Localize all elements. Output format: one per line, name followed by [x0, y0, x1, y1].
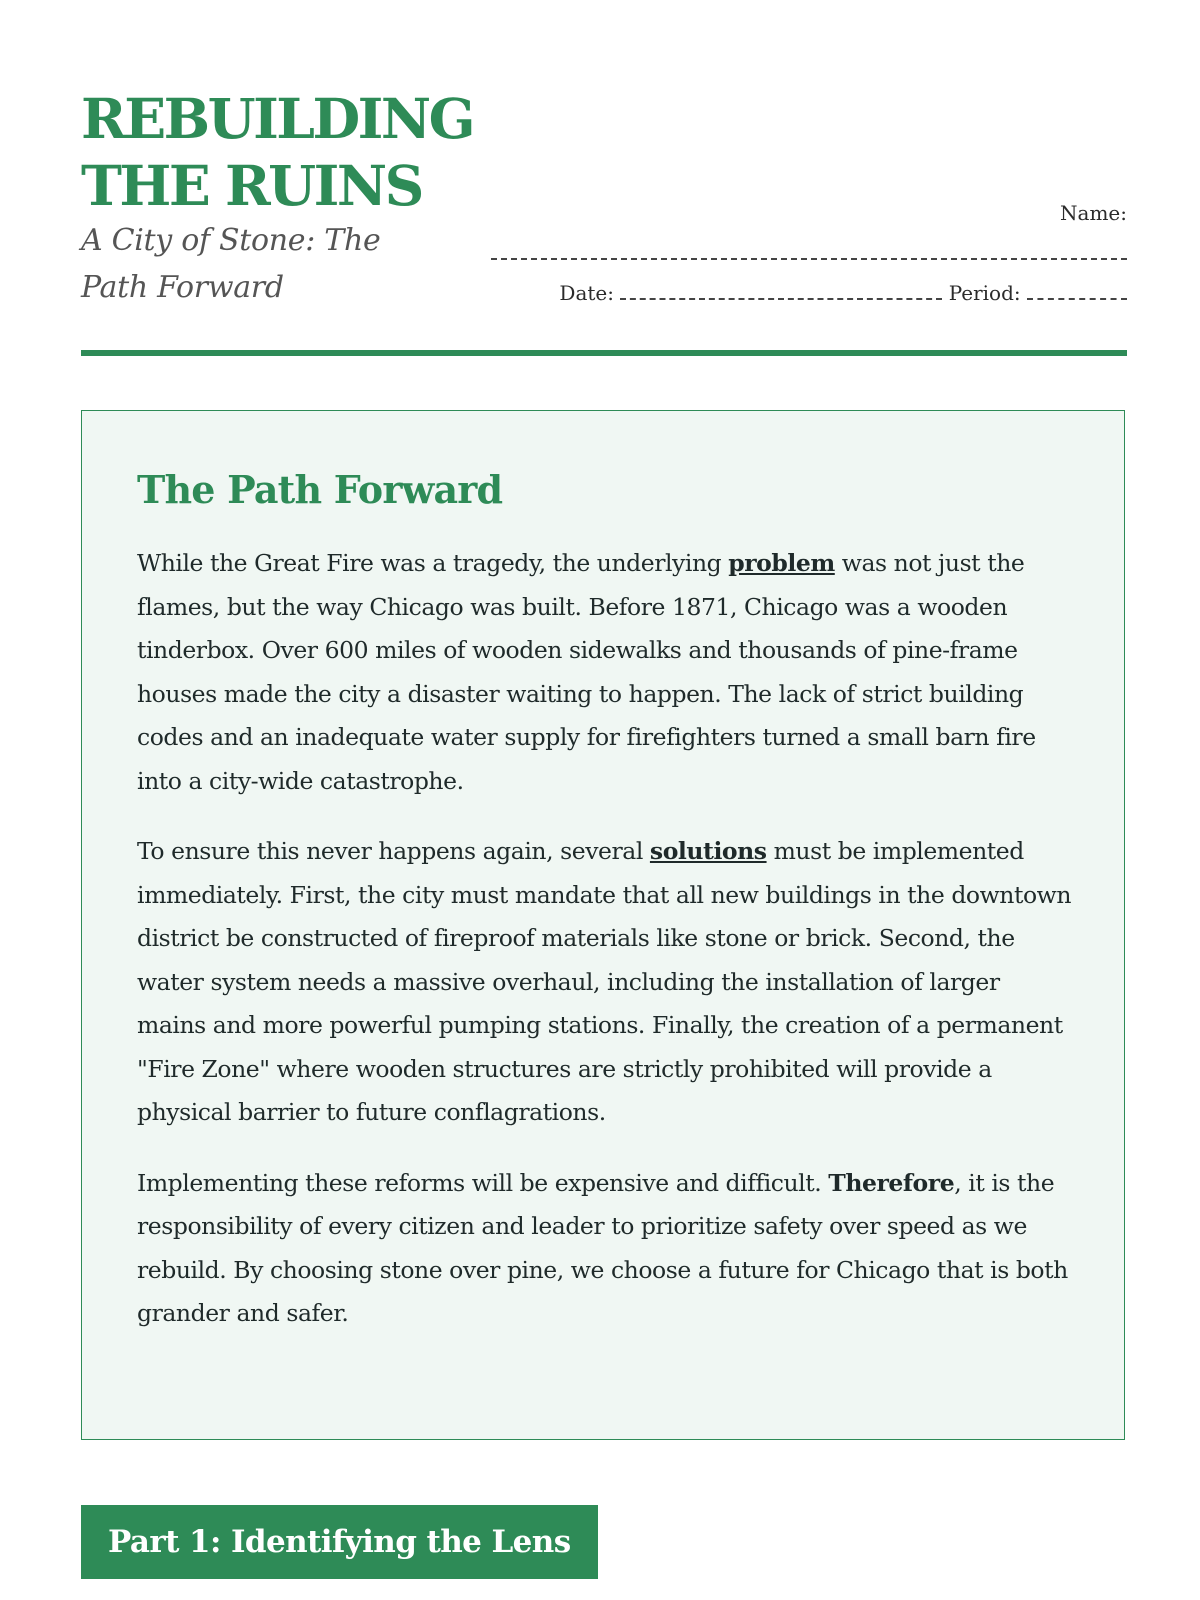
- worksheet-header: [81, 85, 1127, 357]
- reading-paragraph-2: [137, 830, 1072, 1135]
- keyword-problem: problem: [728, 549, 835, 577]
- paragraph-text: , it is the responsibility of every citizen and leader to prioritize safety over speed as we rebuild. By choosing stone over pine, we choose a future for Chicago that is both grander and safer.: [137, 1168, 1068, 1327]
- name-field-line-row[interactable]: [467, 233, 1127, 273]
- reading-passage-box: [81, 410, 1125, 1440]
- period-label: Period:: [948, 281, 1021, 305]
- paragraph-text: Implementing these reforms will be expensive and difficult.: [137, 1168, 829, 1197]
- worksheet-page: [81, 0, 1127, 1600]
- header-divider: [81, 350, 1127, 356]
- name-label: Name:: [1060, 201, 1127, 225]
- name-field-line[interactable]: [491, 240, 1127, 260]
- paragraph-text: While the Great Fire was a tragedy, the underlying: [137, 549, 729, 577]
- date-label: Date:: [559, 281, 614, 305]
- page-title: REBUILDING THE RUINS: [81, 86, 474, 218]
- reading-title: The Path Forward: [137, 467, 503, 512]
- keyword-therefore: Therefore: [828, 1168, 955, 1197]
- reading-passage-content: [137, 466, 1072, 1363]
- period-field-line[interactable]: [1027, 280, 1127, 300]
- keyword-solutions: solutions: [649, 837, 767, 865]
- reading-paragraph-1: [137, 542, 1072, 803]
- date-field-line[interactable]: [620, 280, 942, 300]
- student-info-fields: [467, 193, 1127, 313]
- date-period-row: [467, 273, 1127, 313]
- paragraph-text: must be implemented immediately. First, the city must mandate that all new buildings in the downtown district be constructed of fireproof materials like stone or brick. Second, the water system needs a massive overhaul, including the installation of larger mains and more powerful pumping stations. Finally, the creation of a permanent "Fire Zone" where wooden structures are strictly prohibited will provide a physical barrier to future conflagrations.: [137, 837, 1072, 1126]
- page-subtitle: A City of Stone: The Path Forward: [81, 223, 381, 305]
- paragraph-text: was not just the flames, but the way Chicago was built. Before 1871, Chicago was a wooden tinderbox. Over 600 miles of wooden sidewalks and thousands of pine-frame houses made the city a disaster waiting to happen. The lack of strict building codes and an inadequate water supply for firefighters turned a small barn fire into a city-wide catastrophe.: [137, 549, 1036, 795]
- paragraph-text: To ensure this never happens again, several: [137, 837, 650, 865]
- reading-paragraph-3: [137, 1162, 1072, 1336]
- name-field-row: [467, 193, 1127, 233]
- part-1-heading: Part 1: Identifying the Lens: [81, 1505, 598, 1579]
